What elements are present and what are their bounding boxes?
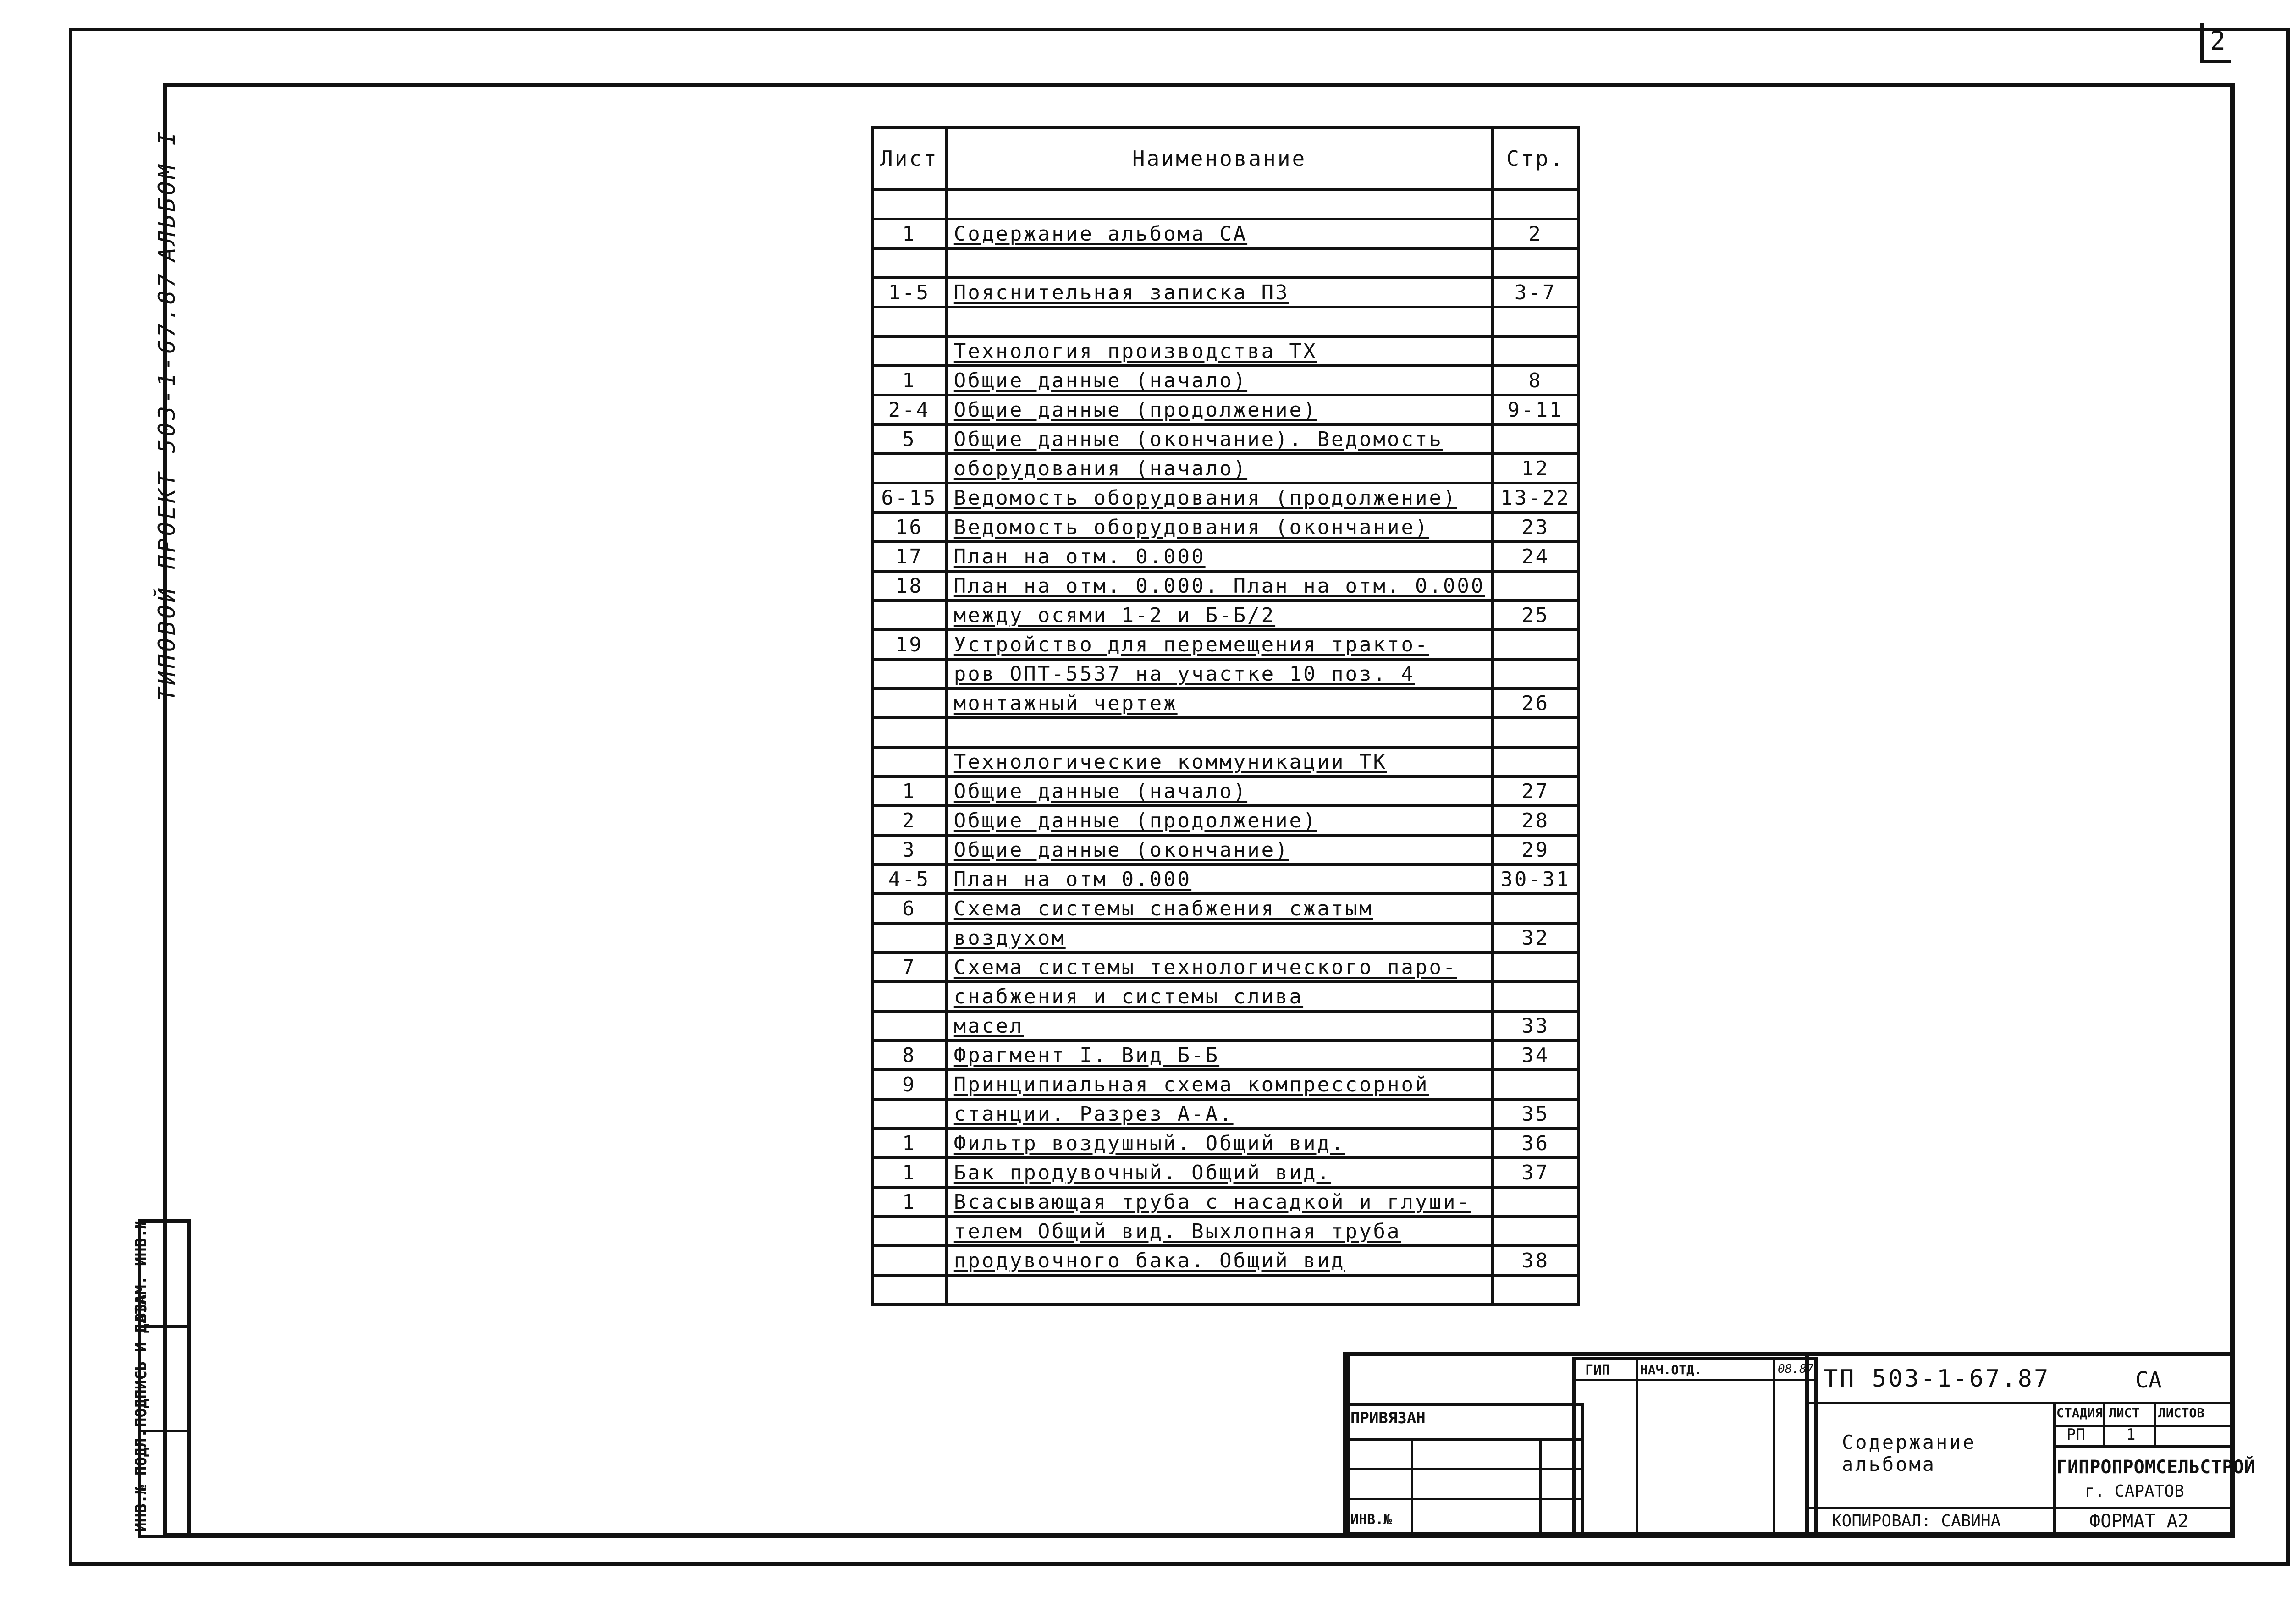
table-row [872,747,1578,776]
table-row [872,952,1578,982]
sheet-cell [872,923,946,952]
page-cell [1493,952,1578,982]
table-row [872,776,1578,806]
sheet-cell [872,659,946,688]
table-row [872,190,1578,219]
name-cell: Фрагмент I. Вид Б-Б [946,1040,1493,1070]
table-row [872,366,1578,395]
name-cell: План на отм 0.000 [946,864,1493,894]
page-cell [1493,336,1578,366]
sheet-cell: 9 [872,1070,946,1099]
table-row [872,718,1578,747]
name-cell: Принципиальная схема компрессорной [946,1070,1493,1099]
contents-header-row [872,127,1578,190]
sheet-cell [872,718,946,747]
sheet-cell: 1 [872,1158,946,1187]
page-cell: 35 [1493,1099,1578,1129]
table-row [872,659,1578,688]
page-cell [1493,1275,1578,1305]
page-cell: 13-22 [1493,483,1578,512]
sheet-cell [872,1246,946,1275]
project-code-vertical: ТИПОВОЙ ПРОЕКТ 503-1-67.87 [154,271,180,701]
sheet-cell: 7 [872,952,946,982]
page-cell: 36 [1493,1129,1578,1158]
page-cell: 32 [1493,923,1578,952]
name-cell: Устройство для перемещения тракто- [946,630,1493,659]
header-page: Стр. [1493,127,1578,190]
page-cell [1493,747,1578,776]
privyazan-label: ПРИВЯЗАН [1350,1409,1426,1427]
sheet-cell [872,982,946,1011]
name-cell: Ведомость оборудования (окончание) [946,512,1493,542]
table-row [872,424,1578,454]
sheet-cell: 2-4 [872,395,946,424]
sheet-cell [872,1011,946,1040]
sheet-cell: 1 [872,219,946,248]
sheet-cell: 1 [872,1129,946,1158]
table-row [872,1099,1578,1129]
name-cell: Всасывающая труба с насадкой и глуши- [946,1187,1493,1217]
approval-strip [132,1219,191,1538]
page-cell [1493,659,1578,688]
name-cell: телем Общий вид. Выхлопная труба [946,1217,1493,1246]
sheet-cell: 4-5 [872,864,946,894]
sheet-cell: 16 [872,512,946,542]
copied-by: КОПИРОВАЛ: САВИНА [1832,1512,2001,1530]
sheet-label: ЛИСТ [2109,1405,2140,1420]
name-cell [946,248,1493,278]
name-cell [946,718,1493,747]
sheet-cell: 19 [872,630,946,659]
sheet-cell [872,190,946,219]
table-row [872,600,1578,630]
page-cell [1493,424,1578,454]
table-row [872,542,1578,571]
table-row [872,982,1578,1011]
table-row [872,688,1578,718]
table-row [872,1011,1578,1040]
name-cell: Общие данные (продолжение) [946,806,1493,835]
sheet-cell: 17 [872,542,946,571]
name-cell: Технология производства ТХ [946,336,1493,366]
sheet-cell: 1-5 [872,278,946,307]
table-row [872,307,1578,336]
inv-label: ИНВ.№ [1350,1512,1392,1528]
sheets-label: ЛИСТОВ [2158,1405,2205,1420]
page-cell [1493,630,1578,659]
sheet-cell: 6-15 [872,483,946,512]
page-cell [1493,248,1578,278]
name-cell: монтажный чертеж [946,688,1493,718]
drawing-mark: СА [2135,1367,2162,1393]
stage-value: РП [2066,1426,2085,1444]
page-cell: 38 [1493,1246,1578,1275]
table-row [872,219,1578,248]
name-cell: Технологические коммуникации ТК [946,747,1493,776]
sheet-cell [872,336,946,366]
sheet-cell: 8 [872,1040,946,1070]
page-cell: 28 [1493,806,1578,835]
page-number: 2 [2200,23,2231,63]
page-cell: 24 [1493,542,1578,571]
table-row [872,571,1578,600]
sheet-cell: 1 [872,1187,946,1217]
sheet-cell: 1 [872,366,946,395]
approval-cell: ИНВ.№ ПОДЛ. [132,1428,150,1532]
page-cell [1493,307,1578,336]
drawing-code: ТП 503-1-67.87 [1824,1365,2050,1393]
nach-otd-label: НАЧ.ОТД. [1640,1362,1702,1377]
name-cell: Общие данные (продолжение) [946,395,1493,424]
page-cell: 3-7 [1493,278,1578,307]
table-row [872,278,1578,307]
sheet-cell: 2 [872,806,946,835]
page-cell [1493,571,1578,600]
sheet-cell: 5 [872,424,946,454]
page-cell: 27 [1493,776,1578,806]
name-cell: Общие данные (начало) [946,366,1493,395]
table-row [872,483,1578,512]
stage-label: СТАДИЯ [2056,1405,2103,1420]
name-cell: План на отм. 0.000 [946,542,1493,571]
table-row [872,923,1578,952]
name-cell: Бак продувочный. Общий вид. [946,1158,1493,1187]
table-row [872,454,1578,483]
name-cell: продувочного бака. Общий вид [946,1246,1493,1275]
sheet-value: 1 [2126,1426,2136,1444]
sheet-cell [872,1275,946,1305]
approval-cell: ВЗАМ. ИНВ.№ [141,1223,187,1328]
page-cell: 33 [1493,1011,1578,1040]
sheet-cell: 6 [872,894,946,923]
page-cell: 23 [1493,512,1578,542]
sheet-cell [872,248,946,278]
page-cell: 8 [1493,366,1578,395]
name-cell: Общие данные (окончание). Ведомость [946,424,1493,454]
sheet-cell [872,688,946,718]
table-row [872,1187,1578,1217]
table-row [872,248,1578,278]
approval-cell: ПОДПИСЬ И ДАТА [141,1328,187,1433]
sheet-cell: 3 [872,835,946,864]
name-cell [946,1275,1493,1305]
header-sheet: Лист [872,127,946,190]
table-row [872,1129,1578,1158]
name-cell: ров ОПТ-5537 на участке 10 поз. 4 [946,659,1493,688]
table-row [872,1040,1578,1070]
page-cell: 29 [1493,835,1578,864]
contents-table [871,126,1580,1306]
table-row [872,395,1578,424]
name-cell [946,307,1493,336]
page-cell [1493,982,1578,1011]
page-cell: 26 [1493,688,1578,718]
gip-label: ГИП [1585,1362,1610,1378]
organization-city: г. САРАТОВ [2085,1482,2184,1501]
sheet-cell: 1 [872,776,946,806]
page-cell: 9-11 [1493,395,1578,424]
organization: ГИПРОПРОМСЕЛЬСТРОЙ [2056,1457,2255,1478]
sheet-cell [872,1099,946,1129]
page-cell: 2 [1493,219,1578,248]
page-cell [1493,718,1578,747]
name-cell: масел [946,1011,1493,1040]
name-cell: Содержание альбома СА [946,219,1493,248]
table-row [872,864,1578,894]
binding-block [1343,1403,1584,1536]
page-cell [1493,1070,1578,1099]
table-row [872,1275,1578,1305]
sheet-cell [872,307,946,336]
name-cell: Общие данные (окончание) [946,835,1493,864]
table-row [872,1158,1578,1187]
table-row [872,835,1578,864]
name-cell: оборудования (начало) [946,454,1493,483]
table-row [872,1217,1578,1246]
name-cell: Ведомость оборудования (продолжение) [946,483,1493,512]
sheet-cell [872,600,946,630]
name-cell: Общие данные (начало) [946,776,1493,806]
table-row [872,1070,1578,1099]
name-cell: План на отм. 0.000. План на отм. 0.000 [946,571,1493,600]
table-row [872,806,1578,835]
approval-date: 08.87 [1778,1362,1814,1376]
table-row [872,336,1578,366]
page-cell: 12 [1493,454,1578,483]
name-cell: Пояснительная записка ПЗ [946,278,1493,307]
page-cell: 37 [1493,1158,1578,1187]
sheet-cell [872,747,946,776]
name-cell [946,190,1493,219]
name-cell: снабжения и системы слива [946,982,1493,1011]
name-cell: Схема системы снабжения сжатым [946,894,1493,923]
table-row [872,512,1578,542]
header-name: Наименование [946,127,1493,190]
page-cell: 25 [1493,600,1578,630]
sheet-cell [872,454,946,483]
approvals-block [1572,1357,1818,1536]
sheet-cell: 18 [872,571,946,600]
name-cell: между осями 1-2 и Б-Б/2 [946,600,1493,630]
contents-body [872,190,1578,1305]
sheet-format: ФОРМАТ А2 [2089,1511,2189,1532]
drawing-title: Содержание альбома [1842,1431,1976,1475]
page-cell [1493,1187,1578,1217]
page-cell [1493,190,1578,219]
album-label: АЛЬБОМ I [154,129,180,261]
table-row [872,630,1578,659]
table-row [872,894,1578,923]
name-cell: станции. Разрез А-А. [946,1099,1493,1129]
page-cell: 34 [1493,1040,1578,1070]
page-cell [1493,1217,1578,1246]
table-row [872,1246,1578,1275]
page-cell [1493,894,1578,923]
name-cell: Схема системы технологического паро- [946,952,1493,982]
name-cell: Фильтр воздушный. Общий вид. [946,1129,1493,1158]
name-cell: воздухом [946,923,1493,952]
page-cell: 30-31 [1493,864,1578,894]
sheet-cell [872,1217,946,1246]
